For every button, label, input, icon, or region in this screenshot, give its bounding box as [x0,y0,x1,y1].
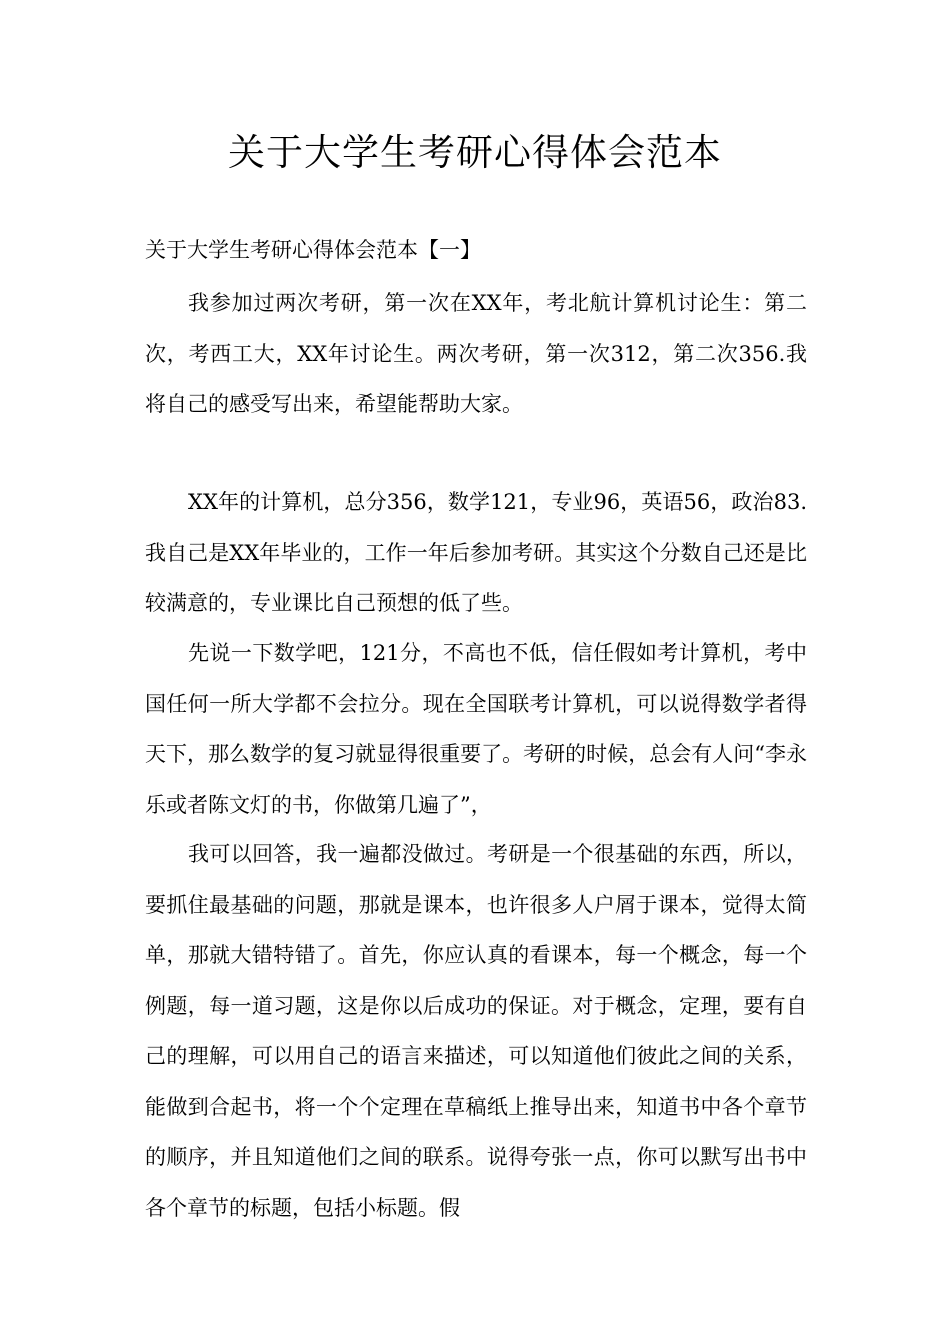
body-paragraph-1: 我参加过两次考研，第一次在XX年，考北航计算机讨论生：第二次，考西工大，XX年讨论生。两次考研，第一次312，第二次356.我将自己的感受写出来，希望能帮助大家。 [145,291,807,416]
body-paragraph-2: XX年的计算机，总分356，数学121，专业96，英语56，政治83.我自己是XX年毕业的，工作一年后参加考研。其实这个分数自己还是比较满意的，专业课比自己预想的低了些。 [145,490,807,615]
body-paragraph-4: 我可以回答，我一遍都没做过。考研是一个很基础的东西，所以，要抓住最基础的问题，那就是课本，也许很多人户屑于课本，觉得太简单，那就大错特错了。首先，你应认真的看课本，每一个概念，每一个例题，每一道习题，这是你以后成功的保证。对于概念，定理，要有自己的理解，可以用自己的语言来描述，可以知道他们彼此之间的关系，能做到合起书，将一个个定理在草稿纸上推导出来，知道书中各个章节的顺序，并且知道他们之间的联系。说得夸张一点，你可以默写出书中各个章节的标题，包括小标题。假 [145,842,807,1220]
section-heading: 关于大学生考研心得体会范本【一】 [145,238,481,262]
body-paragraph-3: 先说一下数学吧，121分，不高也不低，信任假如考计算机，考中国任何一所大学都不会拉分。现在全国联考计算机，可以说得数学者得天下，那么数学的复习就显得很重要了。考研的时候，总会有人问“李永乐或者陈文灯的书，你做第几遍了”， [145,641,807,817]
document-title: 关于大学生考研心得体会范本 [228,131,722,174]
